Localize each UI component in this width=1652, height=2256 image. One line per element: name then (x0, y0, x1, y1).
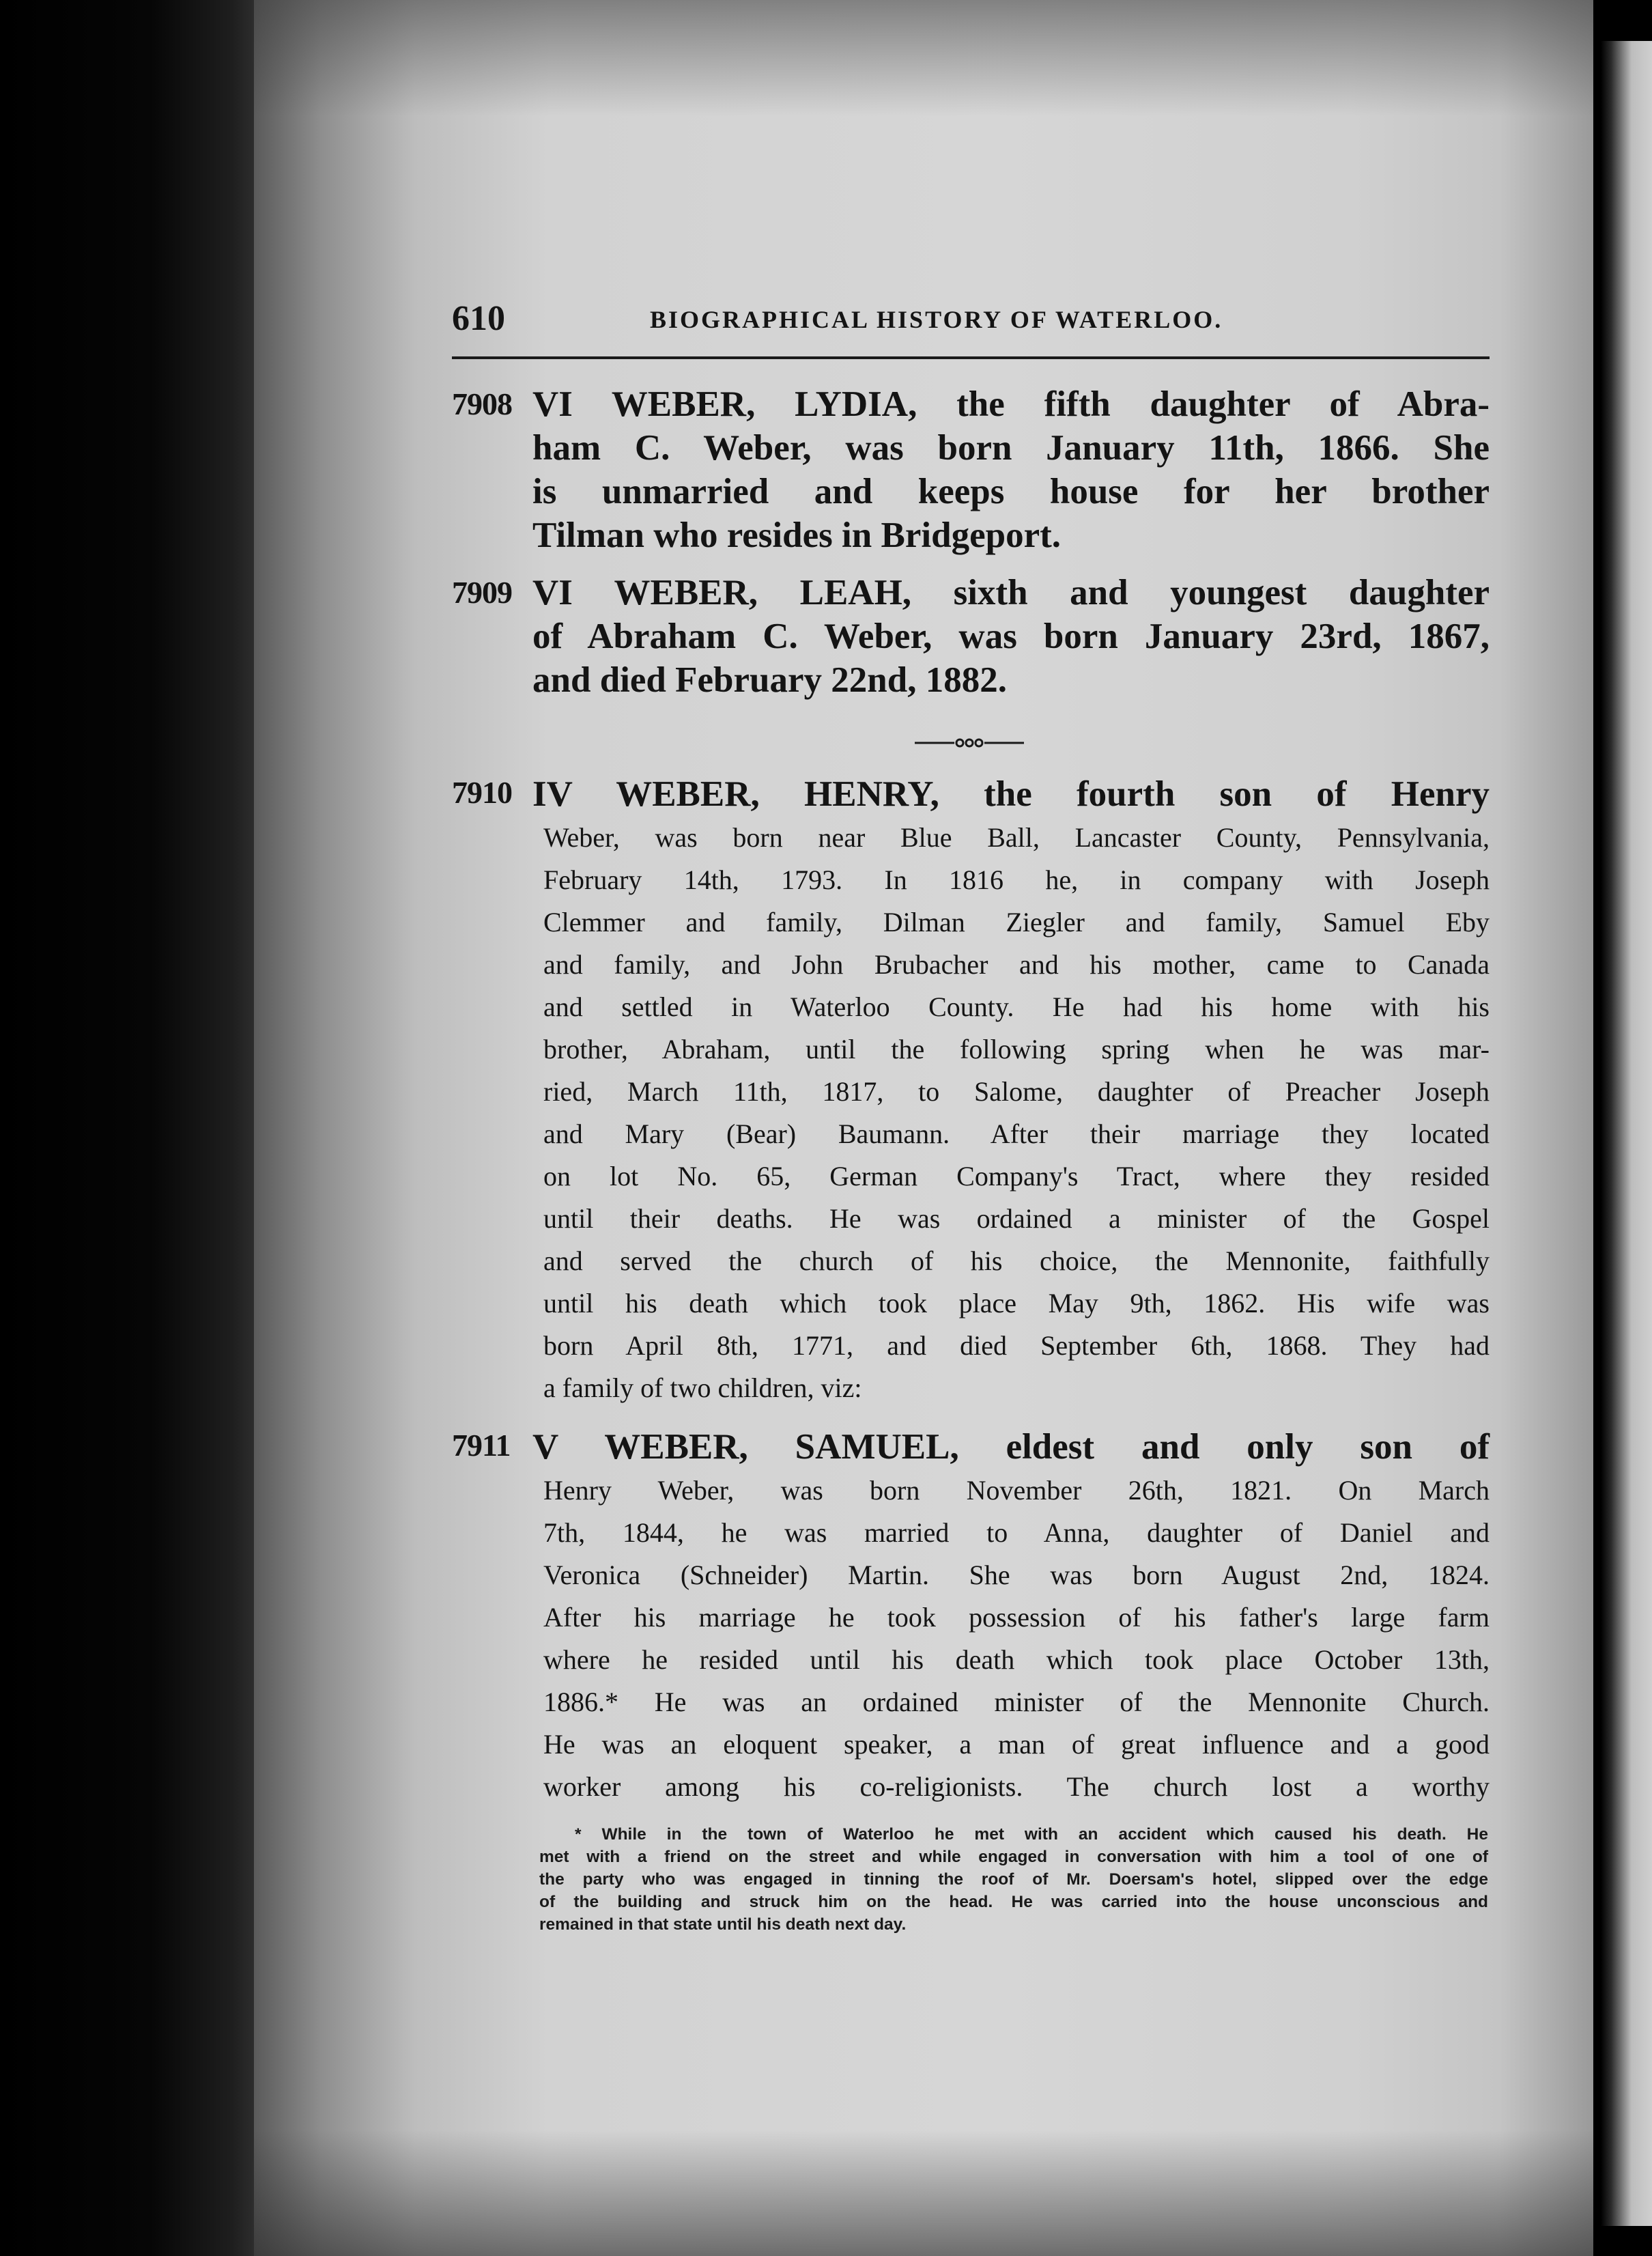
entry-7911 (452, 1424, 1490, 1808)
entry-text (532, 382, 1490, 557)
footnote-line: remained in that state until his death next day. (539, 1915, 907, 1934)
entry-line: Veronica (Schneider) Martin. She was born August 2nd, 1824. (543, 1560, 1490, 1590)
entry-line: Henry Weber, was born November 26th, 1821. On March (543, 1475, 1490, 1506)
footnote-line: of the building and struck him on the head. He was carried into the house unconscious and (539, 1893, 1488, 1911)
section-ornament (915, 735, 1024, 751)
book-binding-shadow (0, 0, 273, 2256)
entry-7910 (452, 772, 1490, 1409)
entry-line: ham C. Weber, was born January 11th, 1866. She (532, 428, 1490, 468)
entry-line: is unmarried and keeps house for her brother (532, 472, 1490, 511)
entry-line: 1886.* He was an ordained minister of the Mennonite Church. (543, 1687, 1490, 1717)
entry-7909 (452, 571, 1490, 702)
entry-line: VI WEBER, LYDIA, the fifth daughter of Abra- (532, 384, 1490, 424)
page-number: 610 (452, 299, 505, 338)
entry-line: and died February 22nd, 1882. (532, 660, 1008, 700)
footnote-line: * While in the town of Waterloo he met with an accident which caused his death. He (575, 1825, 1488, 1844)
footnote-line: met with a friend on the street and while engaged in conversation with him a tool of one of (539, 1848, 1488, 1866)
running-head (452, 295, 1490, 343)
entry-line: ried, March 11th, 1817, to Salome, daughter of Preacher Joseph (543, 1076, 1490, 1107)
top-edge-shadow (254, 0, 1593, 116)
entry-line: worker among his co-religionists. The church lost a worthy (543, 1771, 1490, 1802)
header-rule (452, 356, 1490, 359)
bottom-edge-shadow (254, 2130, 1593, 2256)
entry-line: until their deaths. He was ordained a minister of the Gospel (543, 1203, 1490, 1234)
entry-line: After his marriage he took possession of his father's large farm (543, 1602, 1490, 1633)
entry-line: Weber, was born near Blue Ball, Lancaster County, Pennsylvania, (543, 822, 1490, 853)
entry-line: until his death which took place May 9th, 1862. His wife was (543, 1288, 1490, 1319)
adjacent-page-edge (1601, 41, 1652, 2226)
footnote (539, 1823, 1488, 1936)
entry-line: a family of two children, viz: (543, 1372, 862, 1403)
entry-line: of Abraham C. Weber, was born January 23rd, 1867, (532, 617, 1490, 656)
entry-heading: V WEBER, SAMUEL, eldest and only son of (532, 1427, 1490, 1467)
entry-number: 7911 (452, 1428, 511, 1463)
entry-number: 7909 (452, 575, 512, 610)
entry-line: Tilman who resides in Bridgeport. (532, 516, 1061, 555)
entry-line: and family, and John Brubacher and his mother, came to Canada (543, 949, 1490, 980)
entry-line: He was an eloquent speaker, a man of great influence and a good (543, 1729, 1490, 1760)
entry-heading: IV WEBER, HENRY, the fourth son of Henry (532, 774, 1490, 814)
entry-line: Clemmer and family, Dilman Ziegler and family, Samuel Eby (543, 907, 1490, 937)
footnote-line: the party who was engaged in tinning the roof of Mr. Doersam's hotel, slipped over the edge (539, 1870, 1488, 1889)
entry-line: VI WEBER, LEAH, sixth and youngest daughter (532, 573, 1490, 612)
entry-line: 7th, 1844, he was married to Anna, daughter of Daniel and (543, 1517, 1490, 1548)
entry-line: and Mary (Bear) Baumann. After their marriage they located (543, 1118, 1490, 1149)
entry-number: 7908 (452, 386, 512, 421)
entry-line: and settled in Waterloo County. He had his home with his (543, 991, 1490, 1022)
entry-line: born April 8th, 1771, and died September 6th, 1868. They had (543, 1330, 1490, 1361)
entry-line: on lot No. 65, German Company's Tract, where they resided (543, 1161, 1490, 1192)
entry-line: February 14th, 1793. In 1816 he, in company with Joseph (543, 864, 1490, 895)
entry-line: and served the church of his choice, the Mennonite, faithfully (543, 1245, 1490, 1276)
entry-text (532, 571, 1490, 702)
entry-7908 (452, 382, 1490, 557)
entry-line: where he resided until his death which took place October 13th, (543, 1644, 1490, 1675)
entry-line: brother, Abraham, until the following spring when he was mar- (543, 1034, 1490, 1064)
entry-number: 7910 (452, 775, 512, 810)
running-head-title: BIOGRAPHICAL HISTORY OF WATERLOO. (650, 306, 1223, 333)
